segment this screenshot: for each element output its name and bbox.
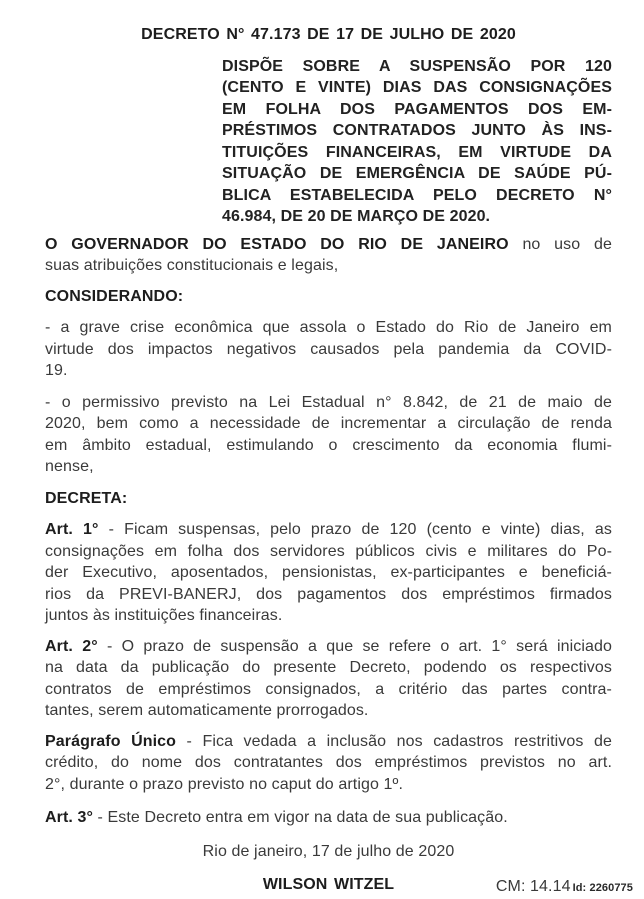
paragrafo-unico-label: Parágrafo Único xyxy=(45,732,177,750)
article-1-label: Art. 1° xyxy=(45,521,99,538)
text-line: 19. xyxy=(45,362,68,379)
article-3-rest: - Este Decreto entra em vigor na data de sua publicação. xyxy=(97,809,508,826)
signature-row xyxy=(45,874,633,896)
text-line: DISPÕE SOBRE A SUSPENSÃO POR 120 xyxy=(222,57,612,75)
paragrafo-unico-rest: - Fica vedada a inclusão nos cadastros restritivos de xyxy=(186,732,612,750)
preamble-first-line xyxy=(45,234,612,256)
article-1-first-line xyxy=(45,519,612,541)
preamble-rest: no uso de xyxy=(522,235,613,253)
considerando-item-2 xyxy=(45,392,612,478)
article-3-label: Art. 3° xyxy=(45,809,93,826)
paragrafo-unico-continuation xyxy=(45,752,612,795)
article-2-first-line xyxy=(45,636,612,658)
text-line: nense, xyxy=(45,458,94,475)
text-line: (CENTO E VINTE) DIAS DAS CONSIGNAÇÕES xyxy=(222,79,612,96)
text-line: juntos às instituições financeiras. xyxy=(45,607,283,624)
article-1-continuation xyxy=(45,541,612,627)
text-line: der Executivo, aposentados, pensionistas, ex-participantes e beneficiá- xyxy=(45,564,612,581)
text-line: virtude dos impactos negativos causados pela pandemia da COVID- xyxy=(45,340,612,358)
considerando-heading: CONSIDERANDO: xyxy=(45,287,184,305)
article-3 xyxy=(45,807,612,829)
paragrafo-unico xyxy=(45,731,612,796)
text-line: EM FOLHA DOS PAGAMENTOS DOS EM- xyxy=(222,100,612,118)
article-2-label: Art. 2° xyxy=(45,637,98,655)
article-1-rest: - Ficam suspensas, pelo prazo de 120 (cento e vinte) dias, as xyxy=(108,521,612,538)
article-1 xyxy=(45,519,612,627)
article-3-line xyxy=(45,807,612,829)
document-id: Id: 2260775 xyxy=(572,882,633,894)
text-line: suas atribuições constitucionais e legais, xyxy=(45,257,339,274)
text-line: PRÉSTIMOS CONTRATADOS JUNTO ÀS INS- xyxy=(222,122,612,139)
cm-value: CM: 14.14 xyxy=(495,878,571,895)
article-2-rest: - O prazo de suspensão a que se refere o art. 1° será iniciado xyxy=(106,637,612,655)
text-line: BLICA ESTABELECIDA PELO DECRETO N° xyxy=(222,186,612,204)
text-line: SITUAÇÃO DE EMERGÊNCIA DE SAÚDE PÚ- xyxy=(222,165,612,182)
paragrafo-unico-first-line xyxy=(45,731,612,753)
place-date-line: Rio de janeiro, 17 de julho de 2020 xyxy=(202,842,455,860)
considerando-item-1 xyxy=(45,317,612,382)
text-line: rios da PREVI-BANERJ, dos pagamentos dos empréstimos firmados xyxy=(45,585,612,603)
decree-summary xyxy=(222,56,612,228)
text-line: 2020, bem como a necessidade de incrementar a circulação de renda xyxy=(45,415,612,432)
text-line: crédito, do nome dos contratantes dos empréstimos previstos no art. xyxy=(45,754,612,771)
publication-meta xyxy=(496,876,633,899)
decree-title: DECRETO N° 47.173 DE 17 DE JULHO DE 2020 xyxy=(141,26,516,43)
preamble-lead: O GOVERNADOR DO ESTADO DO RIO DE JANEIRO xyxy=(45,235,509,253)
text-line: 46.984, DE 20 DE MARÇO DE 2020. xyxy=(222,208,491,225)
preamble xyxy=(45,234,612,277)
text-line: contratos de empréstimos consignados, a critério das partes contra- xyxy=(45,680,612,698)
text-line: na data da publicação do presente Decreto, podendo os respectivos xyxy=(45,659,612,676)
text-line: - o permissivo previsto na Lei Estadual n° 8.842, de 21 de maio de xyxy=(45,393,612,411)
text-line: consignações em folha dos servidores públicos civis e militares do Po- xyxy=(45,542,612,560)
text-line: 2°, durante o prazo previsto no caput do artigo 1º. xyxy=(45,775,404,793)
decreta-heading: DECRETA: xyxy=(45,489,128,507)
text-line: TITUIÇÕES FINANCEIRAS, EM VIRTUDE DA xyxy=(222,143,612,161)
text-line: - a grave crise econômica que assola o Estado do Rio de Janeiro em xyxy=(45,319,612,336)
signature-name: WILSON WITZEL xyxy=(262,876,395,893)
text-line: em âmbito estadual, estimulando o crescimento da economia flumi- xyxy=(45,436,612,454)
text-line: tantes, serem automaticamente prorrogados. xyxy=(45,702,369,719)
article-2-continuation xyxy=(45,657,612,722)
article-2 xyxy=(45,636,612,722)
preamble-continuation xyxy=(45,255,612,277)
